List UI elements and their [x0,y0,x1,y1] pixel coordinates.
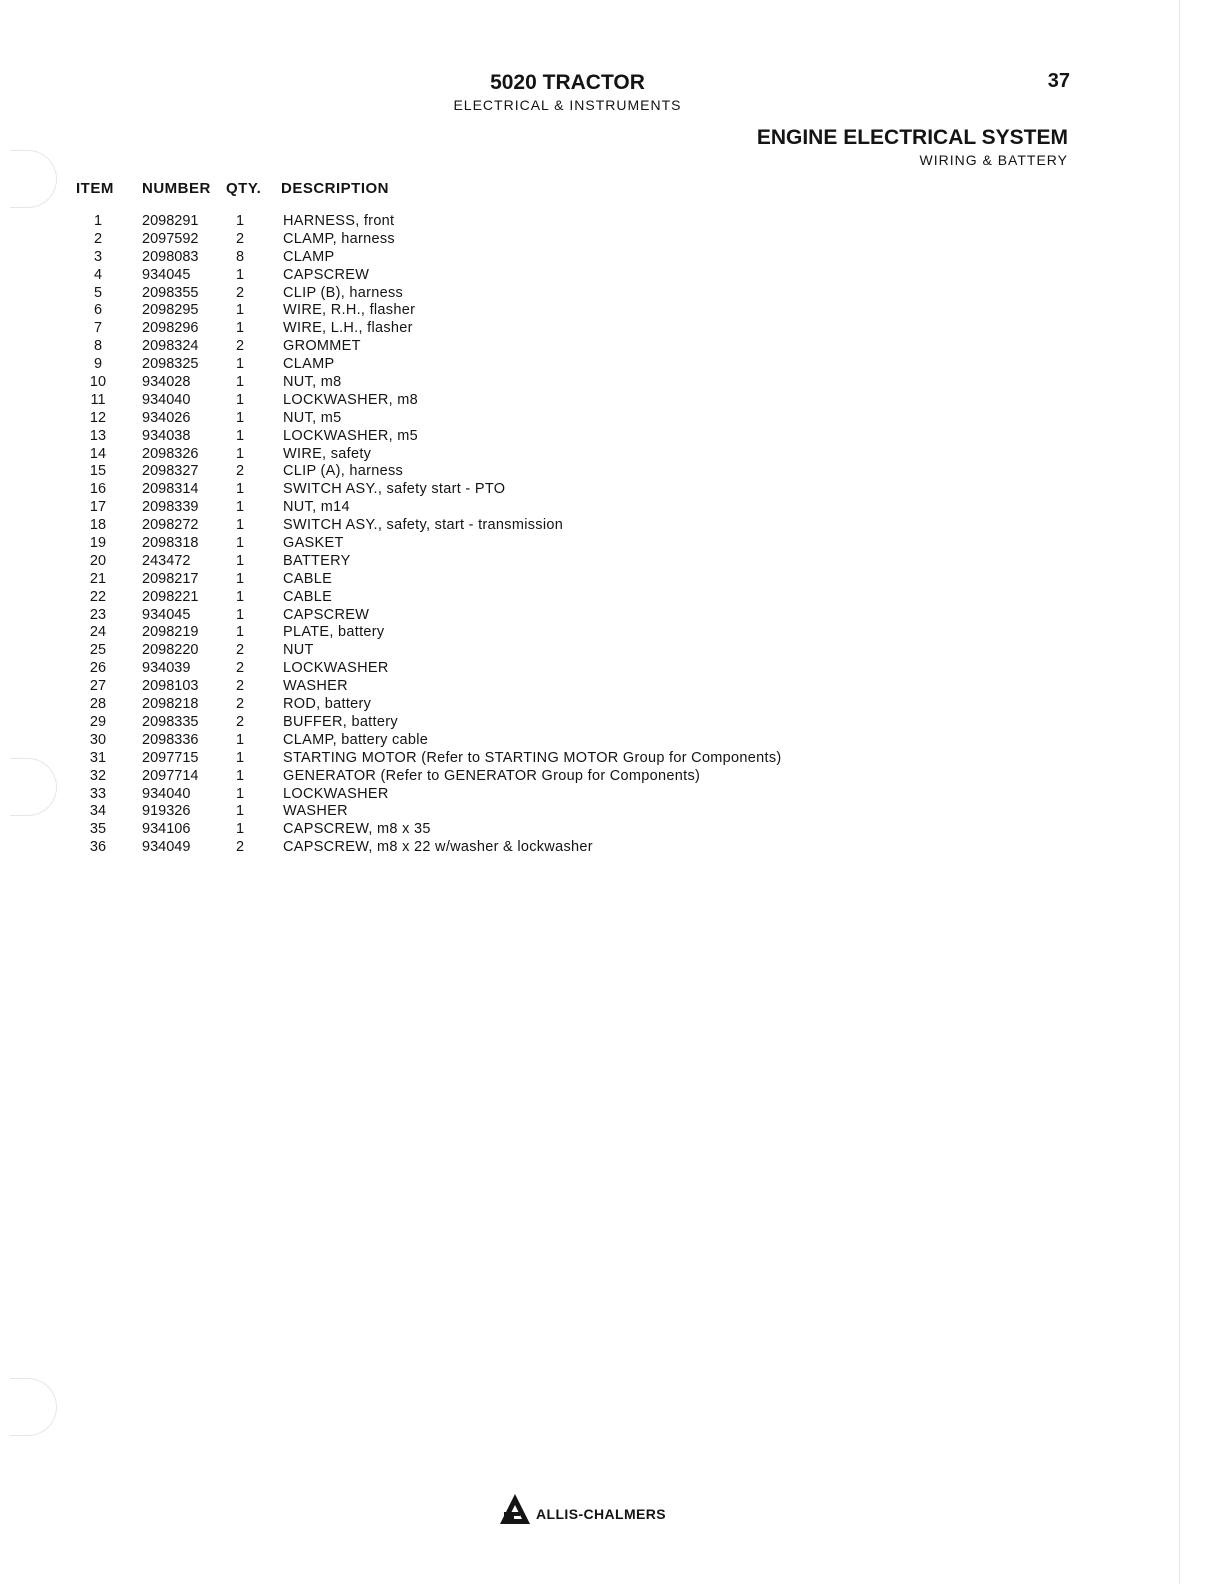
part-number: 934026 [142,409,191,426]
part-item-number: 4 [93,266,103,283]
part-number: 2098219 [142,624,199,641]
part-description: CLAMP [283,356,335,373]
part-number: 2098339 [142,499,199,516]
binder-hole [10,1378,57,1436]
part-quantity: 1 [235,606,245,623]
document-title: 5020 TRACTOR [490,71,645,94]
part-number: 2098295 [142,302,199,319]
column-header-qty: QTY. [226,180,262,197]
part-quantity: 1 [235,517,245,534]
part-description: HARNESS, front [283,213,395,229]
part-number: 2098291 [142,213,199,229]
part-quantity: 1 [235,570,245,587]
part-item-number: 1 [93,213,103,229]
table-row [0,410,1000,428]
table-row [0,428,1000,446]
part-quantity: 2 [235,338,245,355]
part-description: CAPSCREW, m8 x 35 [283,821,431,838]
part-description: GASKET [283,535,344,552]
part-description: SWITCH ASY., safety, start - transmission [283,517,564,534]
part-description: STARTING MOTOR (Refer to STARTING MOTOR Group for Components) [283,749,782,766]
part-number: 2097592 [142,230,199,247]
part-quantity: 1 [235,749,245,766]
table-row [0,499,1000,517]
part-description: NUT, m8 [283,374,342,391]
part-item-number: 13 [89,427,107,444]
footer-brand [498,1492,666,1526]
table-row [0,463,1000,481]
table-row [0,624,1000,642]
part-number: 2098083 [142,248,199,265]
part-description: WASHER [283,678,348,695]
part-item-number: 2 [93,230,103,247]
column-header-item: ITEM [76,180,114,197]
part-quantity: 1 [235,588,245,605]
part-description: NUT, m14 [283,499,350,516]
part-item-number: 30 [89,731,107,748]
part-item-number: 26 [89,660,107,677]
part-description: GENERATOR (Refer to GENERATOR Group for Components) [283,767,701,784]
part-description: CAPSCREW, m8 x 22 w/washer & lockwasher [283,839,593,856]
table-row [0,696,1000,714]
part-number: 2098272 [142,517,199,534]
part-number: 934049 [142,839,191,856]
table-row [0,392,1000,410]
part-number: 2098326 [142,445,199,462]
part-description: SWITCH ASY., safety start - PTO [283,481,506,498]
part-number: 2098355 [142,284,199,301]
part-number: 2098220 [142,642,199,659]
part-number: 934040 [142,785,191,802]
part-quantity: 2 [235,839,245,856]
part-quantity: 8 [235,248,245,265]
part-quantity: 2 [235,713,245,730]
part-item-number: 28 [89,696,107,713]
part-item-number: 17 [89,499,107,516]
brand-name: ALLIS-CHALMERS [536,1506,667,1522]
part-number: 934040 [142,391,191,408]
part-description: CLAMP [283,248,335,265]
document-header [430,70,705,114]
part-description: WASHER [283,803,348,820]
table-row [0,320,1000,338]
part-item-number: 9 [93,356,103,373]
table-row [0,231,1000,249]
part-quantity: 2 [235,463,245,480]
part-description: CABLE [283,570,333,587]
table-row [0,642,1000,660]
part-number: 2098324 [142,338,199,355]
part-number: 934028 [142,374,191,391]
part-item-number: 12 [89,409,107,426]
table-row [0,768,1000,786]
table-row [0,589,1000,607]
part-description: LOCKWASHER [283,660,389,677]
part-item-number: 24 [89,624,107,641]
part-number: 2098217 [142,570,199,587]
part-item-number: 10 [89,374,107,391]
table-row [0,821,1000,839]
part-item-number: 19 [89,535,107,552]
part-quantity: 1 [235,535,245,552]
table-row [0,839,1000,857]
part-item-number: 15 [89,463,107,480]
section-subtitle: WIRING & BATTERY [919,152,1068,168]
table-row [0,213,1000,231]
part-quantity: 1 [235,624,245,641]
part-description: NUT [283,642,314,659]
table-row [0,571,1000,589]
part-item-number: 20 [89,552,107,569]
part-item-number: 11 [90,391,106,408]
part-number: 2098314 [142,481,199,498]
page-edge-line [1179,0,1180,1584]
part-description: CLAMP, battery cable [283,731,429,748]
table-row [0,338,1000,356]
table-row [0,750,1000,768]
part-number: 2098318 [142,535,199,552]
part-quantity: 2 [235,660,245,677]
part-description: LOCKWASHER [283,785,389,802]
part-item-number: 3 [93,248,103,265]
part-description: CLAMP, harness [283,230,395,247]
part-quantity: 2 [235,696,245,713]
part-quantity: 2 [235,230,245,247]
table-row [0,374,1000,392]
part-quantity: 1 [235,391,245,408]
part-quantity: 1 [235,731,245,748]
part-item-number: 36 [89,839,107,856]
part-description: CLIP (A), harness [283,463,404,480]
part-item-number: 21 [89,570,107,587]
part-item-number: 23 [89,606,107,623]
section-title: ENGINE ELECTRICAL SYSTEM [756,126,1068,149]
part-number: 934045 [142,266,191,283]
part-item-number: 32 [89,767,107,784]
part-description: PLATE, battery [283,624,385,641]
part-quantity: 1 [235,785,245,802]
part-description: WIRE, L.H., flasher [283,320,413,337]
part-quantity: 1 [235,409,245,426]
part-item-number: 5 [93,284,103,301]
part-quantity: 1 [235,302,245,319]
parts-table-header [0,180,1000,200]
part-number: 2097715 [142,749,199,766]
table-row [0,446,1000,464]
part-item-number: 31 [89,749,107,766]
part-number: 2098218 [142,696,199,713]
part-number: 2098325 [142,356,199,373]
part-description: GROMMET [283,338,361,355]
part-number: 2098335 [142,713,199,730]
table-row [0,481,1000,499]
table-row [0,302,1000,320]
part-quantity: 1 [235,481,245,498]
section-header [757,125,1068,169]
part-description: BATTERY [283,552,351,569]
part-description: CABLE [283,588,333,605]
table-row [0,356,1000,374]
table-row [0,553,1000,571]
column-header-number: NUMBER [142,180,211,197]
part-description: NUT, m5 [283,409,342,426]
part-quantity: 1 [235,803,245,820]
table-row [0,517,1000,535]
part-quantity: 1 [235,213,245,229]
part-description: BUFFER, battery [283,713,398,730]
column-header-description: DESCRIPTION [281,180,390,197]
allis-chalmers-logo-icon [498,1492,532,1526]
part-description: ROD, battery [283,696,372,713]
part-item-number: 16 [89,481,107,498]
part-number: 243472 [142,552,191,569]
part-item-number: 33 [89,785,107,802]
part-number: 934039 [142,660,191,677]
part-number: 934038 [142,427,191,444]
part-quantity: 1 [235,320,245,337]
part-quantity: 1 [235,767,245,784]
part-item-number: 8 [93,338,103,355]
table-row [0,732,1000,750]
part-number: 2098336 [142,731,199,748]
part-item-number: 27 [89,678,107,695]
part-quantity: 2 [235,284,245,301]
part-number: 2098103 [142,678,199,695]
table-row [0,285,1000,303]
part-quantity: 1 [235,552,245,569]
part-item-number: 6 [93,302,103,319]
part-quantity: 2 [235,678,245,695]
part-description: WIRE, safety [283,445,372,462]
table-row [0,714,1000,732]
part-number: 2098296 [142,320,199,337]
part-number: 919326 [142,803,191,820]
table-row [0,249,1000,267]
part-quantity: 1 [235,445,245,462]
table-row [0,678,1000,696]
table-row [0,786,1000,804]
part-number: 934106 [142,821,191,838]
part-description: LOCKWASHER, m5 [283,427,418,444]
part-item-number: 18 [89,517,107,534]
part-item-number: 22 [89,588,107,605]
table-row [0,535,1000,553]
part-description: LOCKWASHER, m8 [283,391,418,408]
table-row [0,267,1000,285]
part-number: 2098327 [142,463,199,480]
part-item-number: 14 [89,445,107,462]
part-description: CAPSCREW [283,266,370,283]
parts-list [0,213,1000,857]
part-item-number: 34 [89,803,107,820]
part-description: CAPSCREW [283,606,370,623]
part-quantity: 1 [235,266,245,283]
part-quantity: 1 [235,374,245,391]
part-quantity: 1 [235,821,245,838]
document-subtitle: ELECTRICAL & INSTRUMENTS [453,97,682,113]
page-number: 37 [1047,70,1070,92]
part-quantity: 2 [235,642,245,659]
part-quantity: 1 [235,427,245,444]
part-description: CLIP (B), harness [283,284,404,301]
table-row [0,607,1000,625]
part-item-number: 25 [89,642,107,659]
part-number: 2097714 [142,767,199,784]
part-item-number: 29 [89,713,107,730]
part-number: 2098221 [142,588,199,605]
part-description: WIRE, R.H., flasher [283,302,416,319]
part-item-number: 35 [89,821,107,838]
part-number: 934045 [142,606,191,623]
part-quantity: 1 [235,499,245,516]
part-item-number: 7 [93,320,103,337]
table-row [0,660,1000,678]
part-quantity: 1 [235,356,245,373]
table-row [0,803,1000,821]
